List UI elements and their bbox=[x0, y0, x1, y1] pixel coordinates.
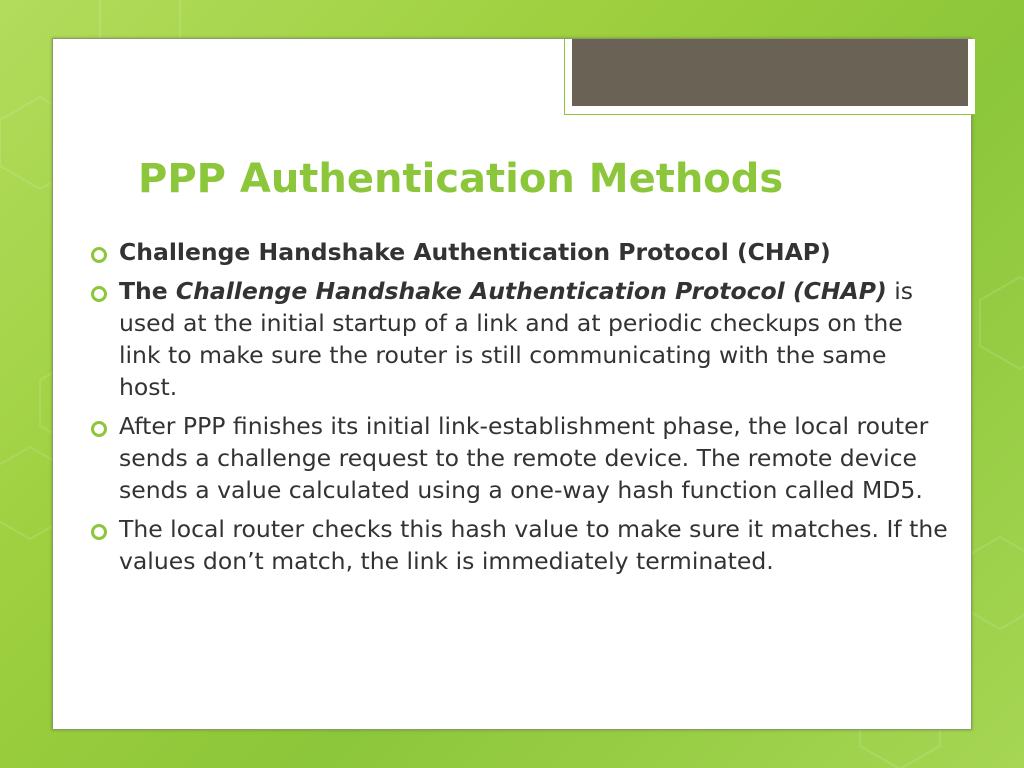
bullet-lead-text: The bbox=[119, 277, 176, 305]
header-tab-block bbox=[572, 39, 968, 106]
circle-bullet-icon bbox=[91, 421, 107, 437]
bullet-text: Challenge Handshake Authentication Protocol (CHAP) bbox=[119, 238, 831, 266]
circle-bullet-icon bbox=[91, 286, 107, 302]
bullet-item-2 bbox=[88, 275, 948, 403]
slide-title: PPP Authentication Methods bbox=[138, 156, 784, 202]
bullet-item-4 bbox=[88, 513, 948, 577]
header-tab-frame bbox=[564, 39, 976, 115]
circle-bullet-icon bbox=[91, 524, 107, 540]
circle-bullet-icon bbox=[91, 247, 107, 263]
bullet-text: The local router checks this hash value to make sure it matches. If the values don’t match, the link is immediately terminated. bbox=[119, 515, 948, 575]
bullet-item-1 bbox=[88, 236, 948, 268]
bullet-text: After PPP finishes its initial link-establishment phase, the local router sends a challenge request to the remote device. The remote device sends a value calculated using a one-way hash function called MD5. bbox=[119, 412, 929, 504]
bullet-list bbox=[88, 236, 948, 584]
bullet-emphasis-text: Challenge Handshake Authentication Protocol (CHAP) bbox=[175, 277, 887, 305]
bullet-item-3 bbox=[88, 410, 948, 506]
bullet-rest-text: is used at the initial startup of a link and at periodic checkups on the link to make sure the router is still communicating with the same host. bbox=[119, 277, 913, 401]
